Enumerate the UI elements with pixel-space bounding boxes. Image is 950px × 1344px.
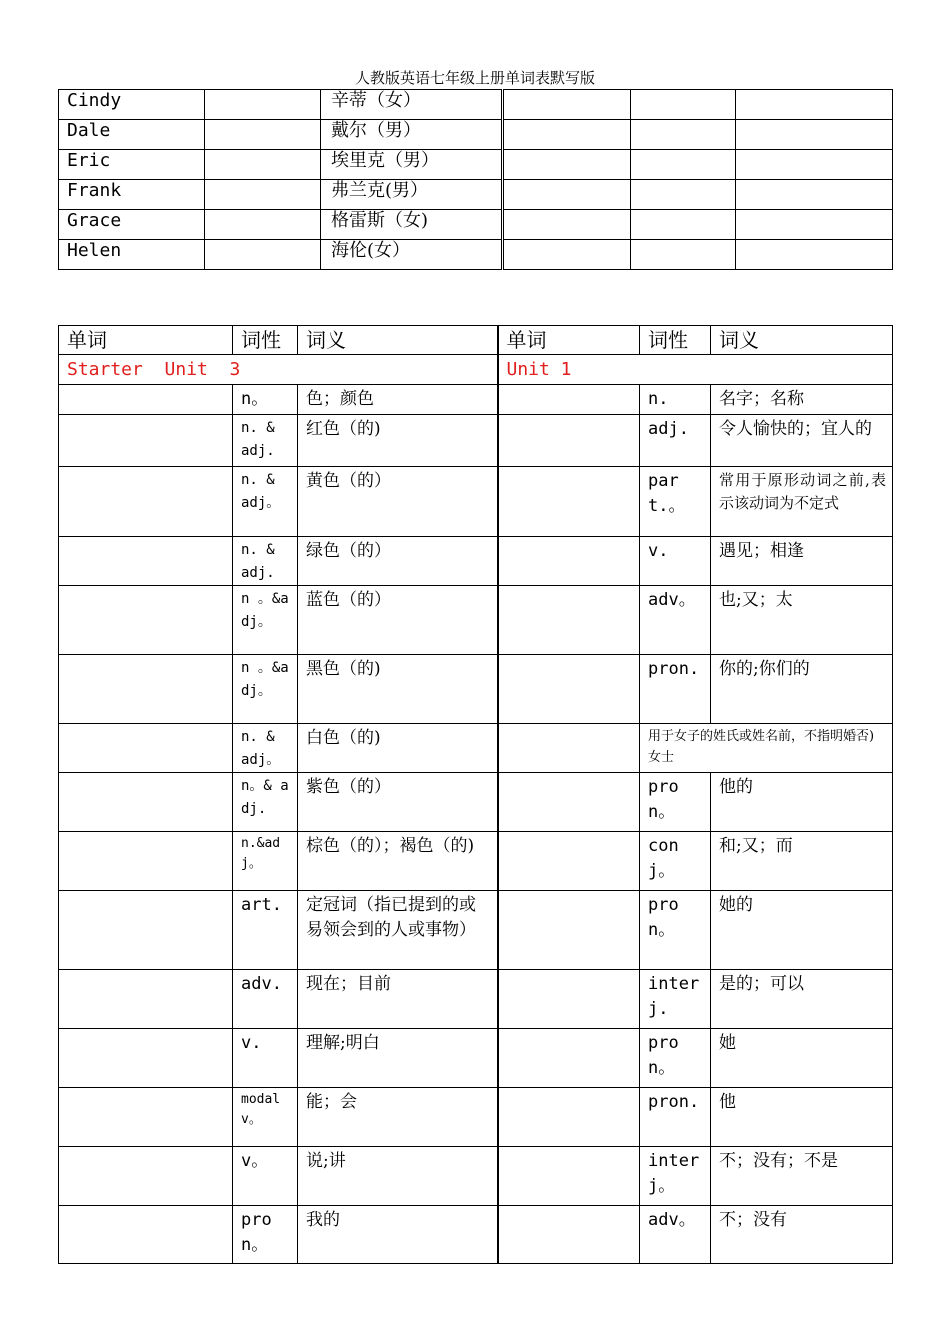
blank-cell[interactable] — [631, 120, 736, 150]
word-blank[interactable] — [498, 891, 640, 970]
word-blank[interactable] — [59, 724, 233, 773]
meaning: 他的 — [711, 773, 893, 832]
part-of-speech: pron。 — [640, 1029, 711, 1088]
part-of-speech: n 。&adj。 — [233, 655, 298, 724]
meaning: 不；没有 — [711, 1206, 893, 1264]
part-of-speech: n. — [640, 385, 711, 415]
blank-cell[interactable] — [736, 90, 893, 120]
unit-heading-right: Unit 1 — [498, 355, 893, 385]
meaning: 蓝色（的） — [298, 586, 498, 655]
blank-cell[interactable] — [503, 240, 631, 270]
chinese-name: 戴尔（男） — [321, 120, 503, 150]
word-blank[interactable] — [59, 1088, 233, 1147]
meaning: 也;又；太 — [711, 586, 893, 655]
name-table — [58, 89, 893, 270]
blank-cell[interactable] — [503, 120, 631, 150]
part-of-speech: modal v。 — [233, 1088, 298, 1147]
meaning: 说;讲 — [298, 1147, 498, 1206]
part-of-speech: v. — [233, 1029, 298, 1088]
vocab-row — [59, 1029, 893, 1088]
vocab-row — [59, 655, 893, 724]
chinese-name: 格雷斯（女) — [321, 210, 503, 240]
vocab-row — [59, 832, 893, 891]
unit-heading-left: Starter Unit 3 — [59, 355, 498, 385]
chinese-name: 海伦(女） — [321, 240, 503, 270]
part-of-speech: n.&adj。 — [233, 832, 298, 891]
word-blank[interactable] — [498, 773, 640, 832]
meaning: 黄色（的） — [298, 467, 498, 537]
name-row — [59, 210, 893, 240]
vocab-row — [59, 415, 893, 467]
meaning: 理解;明白 — [298, 1029, 498, 1088]
word-blank[interactable] — [59, 385, 233, 415]
word-blank[interactable] — [498, 1206, 640, 1264]
meaning: 他 — [711, 1088, 893, 1147]
name-row — [59, 180, 893, 210]
meaning: 黑色（的) — [298, 655, 498, 724]
meaning: 绿色（的） — [298, 537, 498, 586]
english-name: Dale — [59, 120, 205, 150]
meaning: 棕色（的）；褐色（的) — [298, 832, 498, 891]
meaning: 能；会 — [298, 1088, 498, 1147]
meaning: 红色（的) — [298, 415, 498, 467]
blank-cell[interactable] — [503, 210, 631, 240]
chinese-name: 弗兰克(男） — [321, 180, 503, 210]
meaning: 我的 — [298, 1206, 498, 1264]
english-name: Grace — [59, 210, 205, 240]
word-blank[interactable] — [498, 970, 640, 1029]
part-of-speech: adj. — [640, 415, 711, 467]
blank-cell[interactable] — [503, 180, 631, 210]
word-blank[interactable] — [59, 970, 233, 1029]
blank-cell[interactable] — [736, 210, 893, 240]
part-of-speech: n. & adj. — [233, 537, 298, 586]
name-row — [59, 90, 893, 120]
blank-cell[interactable] — [205, 90, 321, 120]
header-word: 单词 — [498, 326, 640, 355]
part-of-speech: v. — [640, 537, 711, 586]
word-blank[interactable] — [498, 537, 640, 586]
vocab-row — [59, 467, 893, 537]
meaning: 现在；目前 — [298, 970, 498, 1029]
part-of-speech: n. & adj. — [233, 415, 298, 467]
word-blank[interactable] — [498, 385, 640, 415]
vocab-row — [59, 724, 893, 773]
word-blank[interactable] — [59, 415, 233, 467]
unit-row — [59, 355, 893, 385]
meaning: 白色（的) — [298, 724, 498, 773]
word-blank[interactable] — [59, 655, 233, 724]
part-of-speech: n。& adj. — [233, 773, 298, 832]
word-blank[interactable] — [59, 1029, 233, 1088]
part-of-speech: adv。 — [640, 586, 711, 655]
vocab-row — [59, 891, 893, 970]
header-meaning: 词义 — [711, 326, 893, 355]
word-blank[interactable] — [59, 467, 233, 537]
part-of-speech: adv. — [233, 970, 298, 1029]
meaning: 用于女子的姓氏或姓名前，不指明婚否)女士 — [640, 724, 893, 773]
page-title: 人教版英语七年级上册单词表默写版 — [354, 69, 595, 87]
vocab-row — [59, 1147, 893, 1206]
vocab-table — [58, 325, 893, 1264]
blank-cell[interactable] — [205, 120, 321, 150]
blank-cell[interactable] — [503, 150, 631, 180]
english-name: Cindy — [59, 90, 205, 120]
meaning: 紫色（的） — [298, 773, 498, 832]
blank-cell[interactable] — [205, 210, 321, 240]
part-of-speech: part.。 — [640, 467, 711, 537]
blank-cell[interactable] — [631, 90, 736, 120]
english-name: Eric — [59, 150, 205, 180]
word-blank[interactable] — [59, 832, 233, 891]
part-of-speech: n。 — [233, 385, 298, 415]
vocab-row — [59, 586, 893, 655]
meaning: 名字；名称 — [711, 385, 893, 415]
word-blank[interactable] — [59, 1147, 233, 1206]
vocab-row — [59, 385, 893, 415]
chinese-name: 埃里克（男） — [321, 150, 503, 180]
header-meaning: 词义 — [298, 326, 498, 355]
english-name: Helen — [59, 240, 205, 270]
word-blank[interactable] — [498, 1147, 640, 1206]
part-of-speech: interj。 — [640, 1147, 711, 1206]
part-of-speech: pron。 — [233, 1206, 298, 1264]
vocab-row — [59, 537, 893, 586]
blank-cell[interactable] — [205, 180, 321, 210]
meaning: 定冠词（指已提到的或易领会到的人或事物） — [298, 891, 498, 970]
name-row — [59, 150, 893, 180]
meaning: 和;又；而 — [711, 832, 893, 891]
word-blank[interactable] — [59, 891, 233, 970]
blank-cell[interactable] — [736, 120, 893, 150]
blank-cell[interactable] — [631, 240, 736, 270]
meaning: 你的;你们的 — [711, 655, 893, 724]
word-blank[interactable] — [59, 773, 233, 832]
part-of-speech: interj. — [640, 970, 711, 1029]
meaning: 遇见；相逢 — [711, 537, 893, 586]
blank-cell[interactable] — [631, 150, 736, 180]
header-pos: 词性 — [233, 326, 298, 355]
meaning: 是的；可以 — [711, 970, 893, 1029]
part-of-speech: n 。&adj。 — [233, 586, 298, 655]
vocab-row — [59, 970, 893, 1029]
part-of-speech: adv。 — [640, 1206, 711, 1264]
part-of-speech: v。 — [233, 1147, 298, 1206]
word-blank[interactable] — [498, 586, 640, 655]
vocab-row — [59, 1088, 893, 1147]
vocab-row — [59, 1206, 893, 1264]
word-blank[interactable] — [498, 655, 640, 724]
word-blank[interactable] — [498, 415, 640, 467]
blank-cell[interactable] — [736, 180, 893, 210]
part-of-speech: pron. — [640, 1088, 711, 1147]
name-row — [59, 120, 893, 150]
header-row — [59, 326, 893, 355]
blank-cell[interactable] — [205, 150, 321, 180]
blank-cell[interactable] — [503, 90, 631, 120]
vocab-row — [59, 773, 893, 832]
part-of-speech: n. & adj。 — [233, 467, 298, 537]
chinese-name: 辛蒂（女） — [321, 90, 503, 120]
header-pos: 词性 — [640, 326, 711, 355]
meaning: 色；颜色 — [298, 385, 498, 415]
word-blank[interactable] — [59, 1206, 233, 1264]
part-of-speech: n. & adj。 — [233, 724, 298, 773]
word-blank[interactable] — [59, 537, 233, 586]
blank-cell[interactable] — [205, 240, 321, 270]
name-row — [59, 240, 893, 270]
blank-cell[interactable] — [736, 150, 893, 180]
meaning: 令人愉快的；宜人的 — [711, 415, 893, 467]
word-blank[interactable] — [498, 724, 640, 773]
word-blank[interactable] — [59, 586, 233, 655]
word-blank[interactable] — [498, 832, 640, 891]
blank-cell[interactable] — [631, 180, 736, 210]
blank-cell[interactable] — [736, 240, 893, 270]
word-blank[interactable] — [498, 467, 640, 537]
part-of-speech: pron. — [640, 655, 711, 724]
english-name: Frank — [59, 180, 205, 210]
header-word: 单词 — [59, 326, 233, 355]
part-of-speech: pron。 — [640, 891, 711, 970]
blank-cell[interactable] — [631, 210, 736, 240]
part-of-speech: conj。 — [640, 832, 711, 891]
meaning: 常用于原形动词之前,表示该动词为不定式 — [711, 467, 893, 537]
meaning: 不；没有；不是 — [711, 1147, 893, 1206]
part-of-speech: art. — [233, 891, 298, 970]
meaning: 她的 — [711, 891, 893, 970]
word-blank[interactable] — [498, 1029, 640, 1088]
part-of-speech: pron。 — [640, 773, 711, 832]
word-blank[interactable] — [498, 1088, 640, 1147]
meaning: 她 — [711, 1029, 893, 1088]
